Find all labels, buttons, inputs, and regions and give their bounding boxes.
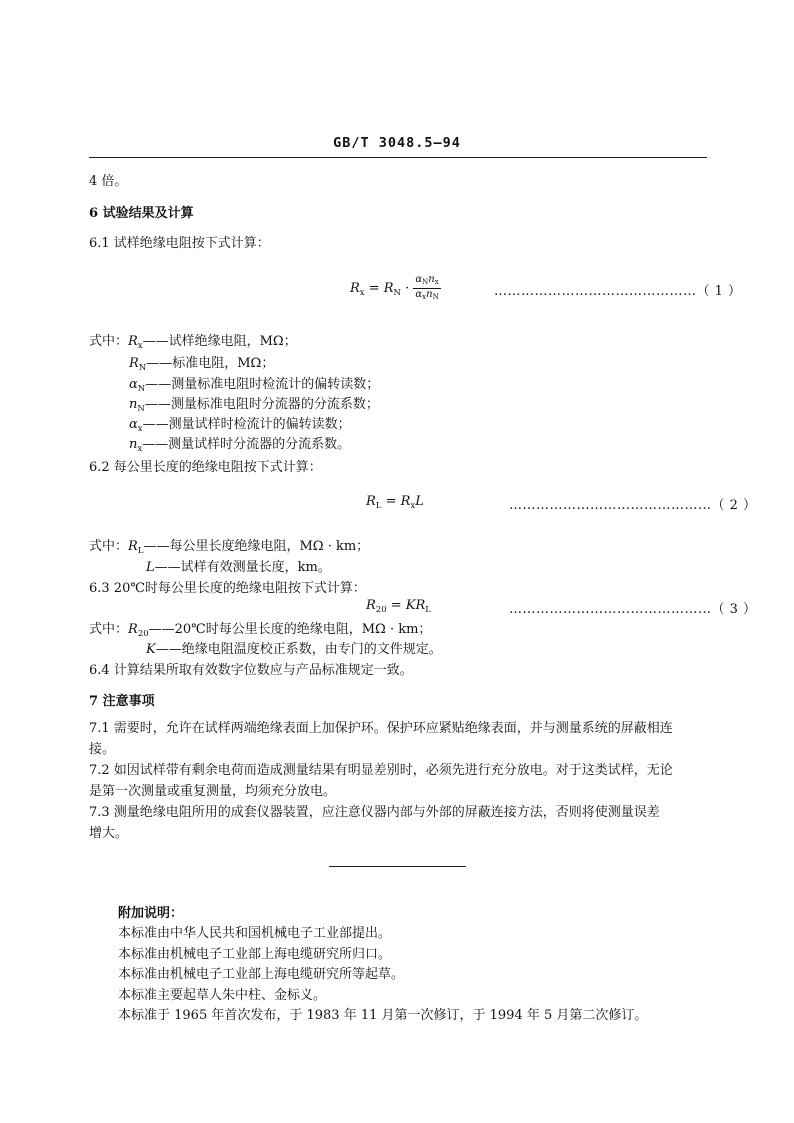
clause-7-2-line-2: 是第一次测量或重复测量，均须充分放电。 <box>89 784 337 799</box>
where-6-1-line-6: $n_x——$测量试样时分流器的分流系数。 <box>129 437 351 454</box>
where-6-2-line-1: 式中：$R_L——$每公里长度绝缘电阻，MΩ · km； <box>89 539 370 556</box>
end-rule <box>329 866 466 867</box>
where-6-1-line-2: $R_N——$标准电阻，MΩ； <box>129 356 275 373</box>
clause-6-4: 6.4 计算结果所取有效数字位数应与产品标准规定一致。 <box>89 663 413 678</box>
equation-2-number: ………………………………………（ 2 ） <box>509 498 757 513</box>
where-6-1-line-3: $\alpha_N——$测量标准电阻时检流计的偏转读数； <box>129 377 380 394</box>
clause-7-1-line-2: 接。 <box>89 742 116 757</box>
clause-7-3-line-2: 增大。 <box>89 826 129 841</box>
appendix-line-1: 本标准由中华人民共和国机械电子工业部提出。 <box>118 926 392 941</box>
section-7-title: 7 注意事项 <box>89 694 155 709</box>
where-6-3-line-2: K——绝缘电阻温度校正系数，由专门的文件规定。 <box>146 642 442 657</box>
where-6-1-line-1: 式中：$R_x——$试样绝缘电阻，MΩ； <box>89 334 297 351</box>
appendix-line-3: 本标准由机械电子工业部上海电缆研究所等起草。 <box>118 967 405 982</box>
equation-2: $R_L = R_xL$ <box>366 494 424 511</box>
section-6-title: 6 试验结果及计算 <box>89 206 194 221</box>
where-6-2-line-2: L——试样有效测量长度，km。 <box>146 560 331 575</box>
appendix-line-5: 本标准于 1965 年首次发布，于 1983 年 11 月第一次修订，于 1994 年 5 月第二次修订。 <box>118 1008 648 1023</box>
equation-1-fraction: $\frac{\alpha_Nn_x}{\alpha_xn_N}$ <box>415 274 439 301</box>
clause-7-1-line-1: 7.1 需要时，允许在试样两端绝缘表面上加保护环。保护环应紧贴绝缘表面，并与测量系统的屏蔽相连 <box>89 721 673 736</box>
clause-6-3: 6.3 20℃时每公里长度的绝缘电阻按下式计算： <box>89 581 366 596</box>
equation-1-number: ………………………………………（ 1 ） <box>494 284 742 299</box>
appendix-line-4: 本标准主要起草人朱中柱、金标义。 <box>118 988 327 1003</box>
appendix-title: 附加说明： <box>118 906 184 921</box>
continuation-text: 4 倍。 <box>89 174 128 189</box>
document-header: GB/T 3048.5—94 <box>333 135 461 151</box>
clause-6-2: 6.2 每公里长度的绝缘电阻按下式计算： <box>89 460 322 475</box>
equation-3: $R_{20} = KR_L$ <box>366 598 431 615</box>
where-6-1-line-5: $\alpha_x——$测量试样时检流计的偏转读数； <box>129 417 351 434</box>
clause-7-3-line-1: 7.3 测量绝缘电阻所用的成套仪器装置，应注意仪器内部与外部的屏蔽连接方法，否则将使测量误差 <box>89 805 660 820</box>
where-6-3-line-1: 式中：$R_{20}——20℃$时每公里长度的绝缘电阻，MΩ · km； <box>89 622 432 639</box>
clause-6-1: 6.1 试样绝缘电阻按下式计算： <box>89 236 270 251</box>
clause-7-2-line-1: 7.2 如因试样带有剩余电荷而造成测量结果有明显差别时，必须先进行充分放电。对于这类试样，无论 <box>89 763 673 778</box>
where-6-1-line-4: $n_N——$测量标准电阻时分流器的分流系数； <box>129 397 379 414</box>
equation-1: $R_x = R_N$ · $\frac{\alpha_Nn_x}{\alpha_xn_N}$ <box>350 274 439 301</box>
header-rule <box>89 157 707 158</box>
equation-3-number: ………………………………………（ 3 ） <box>509 602 757 617</box>
appendix-line-2: 本标准由机械电子工业部上海电缆研究所归口。 <box>118 947 392 962</box>
